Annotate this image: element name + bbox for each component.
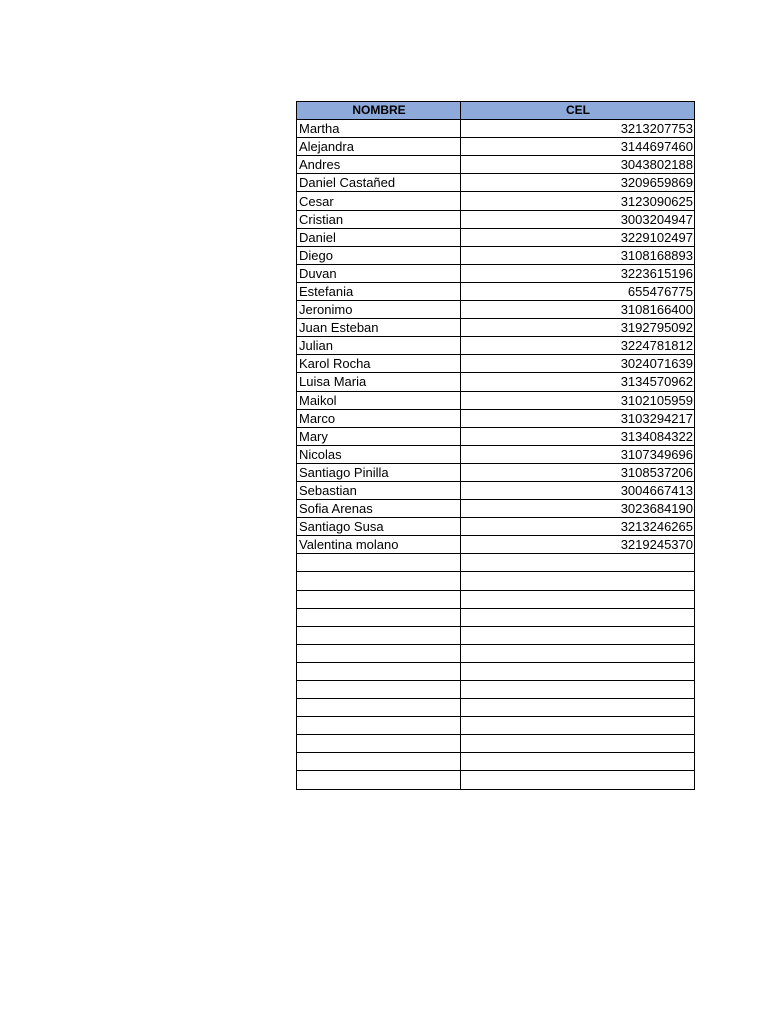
table-row xyxy=(297,264,695,282)
cell-nombre: Diego xyxy=(297,246,461,264)
table-row xyxy=(297,554,695,572)
cell-cel xyxy=(461,771,695,789)
cell-cel xyxy=(461,717,695,735)
cell-nombre xyxy=(297,626,461,644)
table-row xyxy=(297,282,695,300)
cell-cel xyxy=(461,608,695,626)
cell-cel xyxy=(461,554,695,572)
table-row xyxy=(297,409,695,427)
cell-cel: 3192795092 xyxy=(461,319,695,337)
cell-nombre: Marco xyxy=(297,409,461,427)
cell-nombre: Jeronimo xyxy=(297,301,461,319)
table-row xyxy=(297,174,695,192)
cell-nombre: Daniel Castañed xyxy=(297,174,461,192)
table-row xyxy=(297,699,695,717)
table-row xyxy=(297,391,695,409)
cell-nombre: Sofia Arenas xyxy=(297,500,461,518)
table-row xyxy=(297,228,695,246)
cell-cel: 3043802188 xyxy=(461,156,695,174)
table-row xyxy=(297,427,695,445)
cell-nombre xyxy=(297,590,461,608)
cell-nombre: Nicolas xyxy=(297,445,461,463)
cell-nombre: Cesar xyxy=(297,192,461,210)
cell-cel xyxy=(461,735,695,753)
cell-cel: 3223615196 xyxy=(461,264,695,282)
table-row xyxy=(297,301,695,319)
cell-nombre: Valentina molano xyxy=(297,536,461,554)
cell-nombre: Maikol xyxy=(297,391,461,409)
cell-nombre xyxy=(297,717,461,735)
table-row xyxy=(297,536,695,554)
cell-cel: 3108166400 xyxy=(461,301,695,319)
column-header-nombre: NOMBRE xyxy=(297,102,461,120)
cell-nombre xyxy=(297,572,461,590)
cell-nombre: Alejandra xyxy=(297,138,461,156)
contacts-table xyxy=(296,101,695,790)
cell-nombre: Luisa Maria xyxy=(297,373,461,391)
table-row xyxy=(297,572,695,590)
cell-cel: 3024071639 xyxy=(461,355,695,373)
cell-nombre xyxy=(297,735,461,753)
table-row xyxy=(297,120,695,138)
cell-nombre xyxy=(297,662,461,680)
cell-nombre: Andres xyxy=(297,156,461,174)
cell-nombre: Santiago Pinilla xyxy=(297,463,461,481)
cell-nombre xyxy=(297,699,461,717)
cell-cel: 3102105959 xyxy=(461,391,695,409)
table-row xyxy=(297,445,695,463)
cell-cel: 655476775 xyxy=(461,282,695,300)
cell-nombre: Julian xyxy=(297,337,461,355)
cell-cel: 3144697460 xyxy=(461,138,695,156)
table-row xyxy=(297,500,695,518)
cell-nombre: Santiago Susa xyxy=(297,518,461,536)
cell-cel: 3108537206 xyxy=(461,463,695,481)
table-row xyxy=(297,373,695,391)
table-row xyxy=(297,608,695,626)
cell-cel: 3213207753 xyxy=(461,120,695,138)
cell-nombre xyxy=(297,554,461,572)
cell-nombre: Karol Rocha xyxy=(297,355,461,373)
column-header-cel: CEL xyxy=(461,102,695,120)
table-header-row xyxy=(297,102,695,120)
cell-cel: 3103294217 xyxy=(461,409,695,427)
cell-cel: 3108168893 xyxy=(461,246,695,264)
table-row xyxy=(297,337,695,355)
cell-cel: 3107349696 xyxy=(461,445,695,463)
cell-cel xyxy=(461,572,695,590)
cell-nombre: Duvan xyxy=(297,264,461,282)
table-row xyxy=(297,156,695,174)
cell-cel xyxy=(461,753,695,771)
cell-nombre: Sebastian xyxy=(297,481,461,499)
table-row xyxy=(297,753,695,771)
table-row xyxy=(297,246,695,264)
cell-nombre xyxy=(297,644,461,662)
table-row xyxy=(297,644,695,662)
cell-cel: 3219245370 xyxy=(461,536,695,554)
cell-cel: 3134570962 xyxy=(461,373,695,391)
cell-nombre: Estefania xyxy=(297,282,461,300)
cell-cel: 3023684190 xyxy=(461,500,695,518)
cell-cel: 3003204947 xyxy=(461,210,695,228)
cell-nombre xyxy=(297,771,461,789)
table-body xyxy=(297,120,695,789)
cell-cel xyxy=(461,644,695,662)
cell-nombre: Martha xyxy=(297,120,461,138)
cell-cel: 3004667413 xyxy=(461,481,695,499)
table-row xyxy=(297,481,695,499)
table-row xyxy=(297,463,695,481)
cell-cel xyxy=(461,699,695,717)
table-row xyxy=(297,590,695,608)
cell-nombre xyxy=(297,753,461,771)
cell-cel xyxy=(461,590,695,608)
table-row xyxy=(297,210,695,228)
cell-cel: 3123090625 xyxy=(461,192,695,210)
cell-cel xyxy=(461,681,695,699)
table-row xyxy=(297,771,695,789)
cell-cel: 3229102497 xyxy=(461,228,695,246)
cell-cel: 3213246265 xyxy=(461,518,695,536)
cell-nombre: Cristian xyxy=(297,210,461,228)
table-row xyxy=(297,662,695,680)
table-row xyxy=(297,735,695,753)
table-row xyxy=(297,681,695,699)
cell-nombre: Juan Esteban xyxy=(297,319,461,337)
table-row xyxy=(297,717,695,735)
cell-nombre: Mary xyxy=(297,427,461,445)
cell-cel xyxy=(461,662,695,680)
cell-nombre xyxy=(297,681,461,699)
table-row xyxy=(297,355,695,373)
cell-cel: 3209659869 xyxy=(461,174,695,192)
table-row xyxy=(297,138,695,156)
table-row xyxy=(297,626,695,644)
cell-cel xyxy=(461,626,695,644)
cell-cel: 3224781812 xyxy=(461,337,695,355)
cell-cel: 3134084322 xyxy=(461,427,695,445)
cell-nombre: Daniel xyxy=(297,228,461,246)
table-row xyxy=(297,319,695,337)
cell-nombre xyxy=(297,608,461,626)
table-row xyxy=(297,518,695,536)
table-row xyxy=(297,192,695,210)
